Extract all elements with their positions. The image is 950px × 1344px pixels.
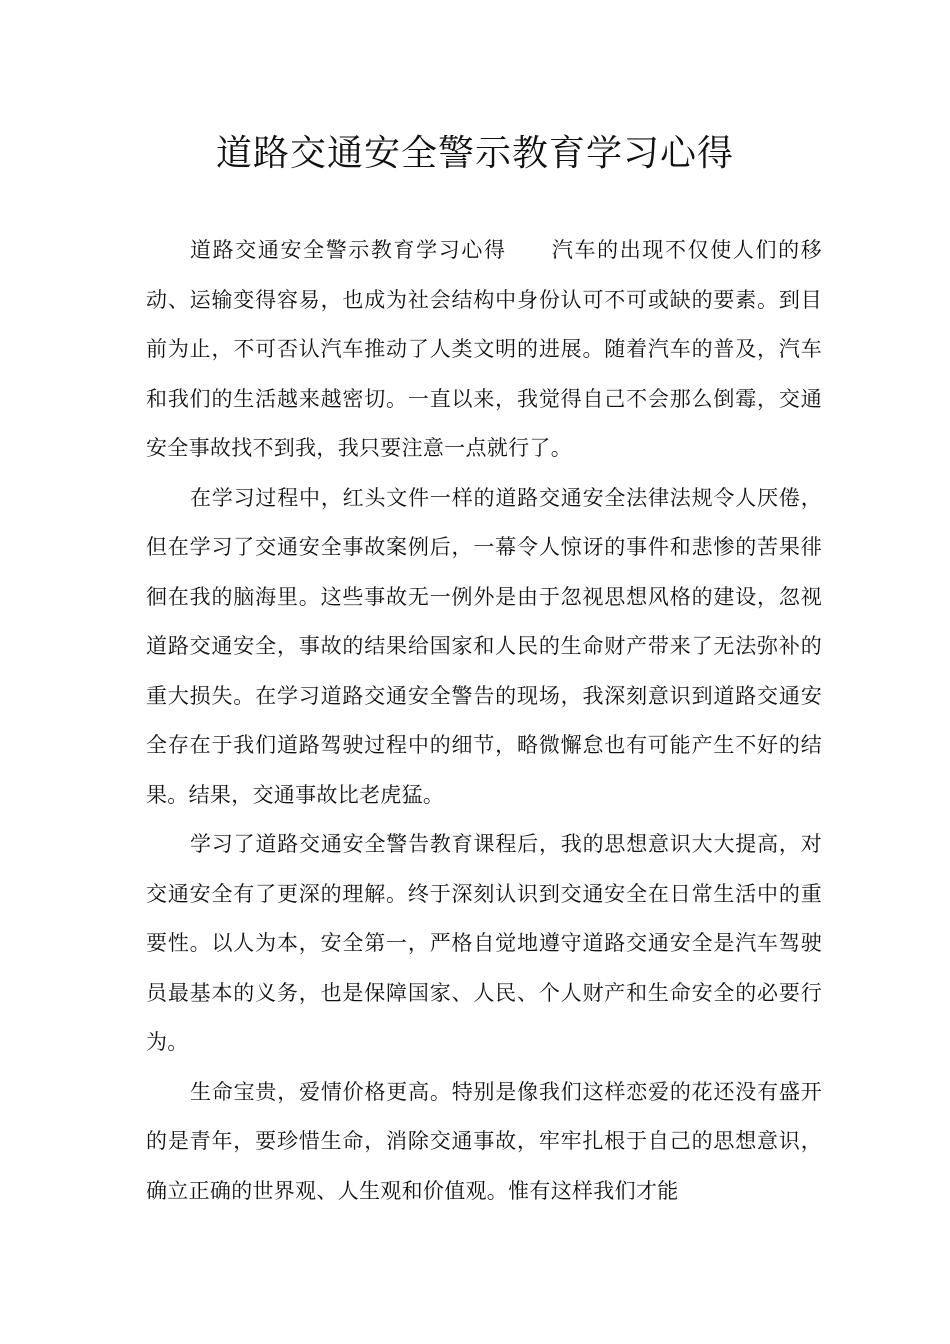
document-body (146, 226, 822, 1216)
paragraph-1 (146, 226, 822, 474)
paragraph-1-lead: 道路交通安全警示教育学习心得 (190, 238, 507, 262)
paragraph-1-text: 汽车的出现不仅使人们的移动、运输变得容易，也成为社会结构中身份认可不可或缺的要素。到目前为止，不可否认汽车推动了人类文明的进展。随着汽车的普及，汽车和我们的生活越来越密切。一直以来，我觉得自己不会那么倒霉，交通安全事故找不到我，我只要注意一点就行了。 (146, 238, 822, 460)
document-title: 道路交通安全警示教育学习心得 (215, 133, 734, 174)
paragraph-4: 生命宝贵，爱情价格更高。特别是像我们这样恋爱的花还没有盛开的是青年，要珍惜生命，消除交通事故，牢牢扎根于自己的思想意识，确立正确的世界观、人生观和价值观。惟有这样我们才能 (146, 1079, 822, 1203)
paragraph-2: 在学习过程中，红头文件一样的道路交通安全法律法规令人厌倦，但在学习了交通安全事故案例后，一幕令人惊讶的事件和悲惨的苦果徘徊在我的脑海里。这些事故无一例外是由于忽视思想风格的建设，忽视道路交通安全，事故的结果给国家和人民的生命财产带来了无法弥补的重大损失。在学习道路交通安全警告的现场，我深刻意识到道路交通安全存在于我们道路驾驶过程中的细节，略微懈怠也有可能产生不好的结果。结果，交通事故比老虎猛。 (146, 485, 822, 807)
paragraph-3: 学习了道路交通安全警告教育课程后，我的思想意识大大提高，对交通安全有了更深的理解。终于深刻认识到交通安全在日常生活中的重要性。以人为本，安全第一，严格自觉地遵守道路交通安全是汽车驾驶员最基本的义务，也是保障国家、人民、个人财产和生命安全的必要行为。 (146, 832, 822, 1054)
